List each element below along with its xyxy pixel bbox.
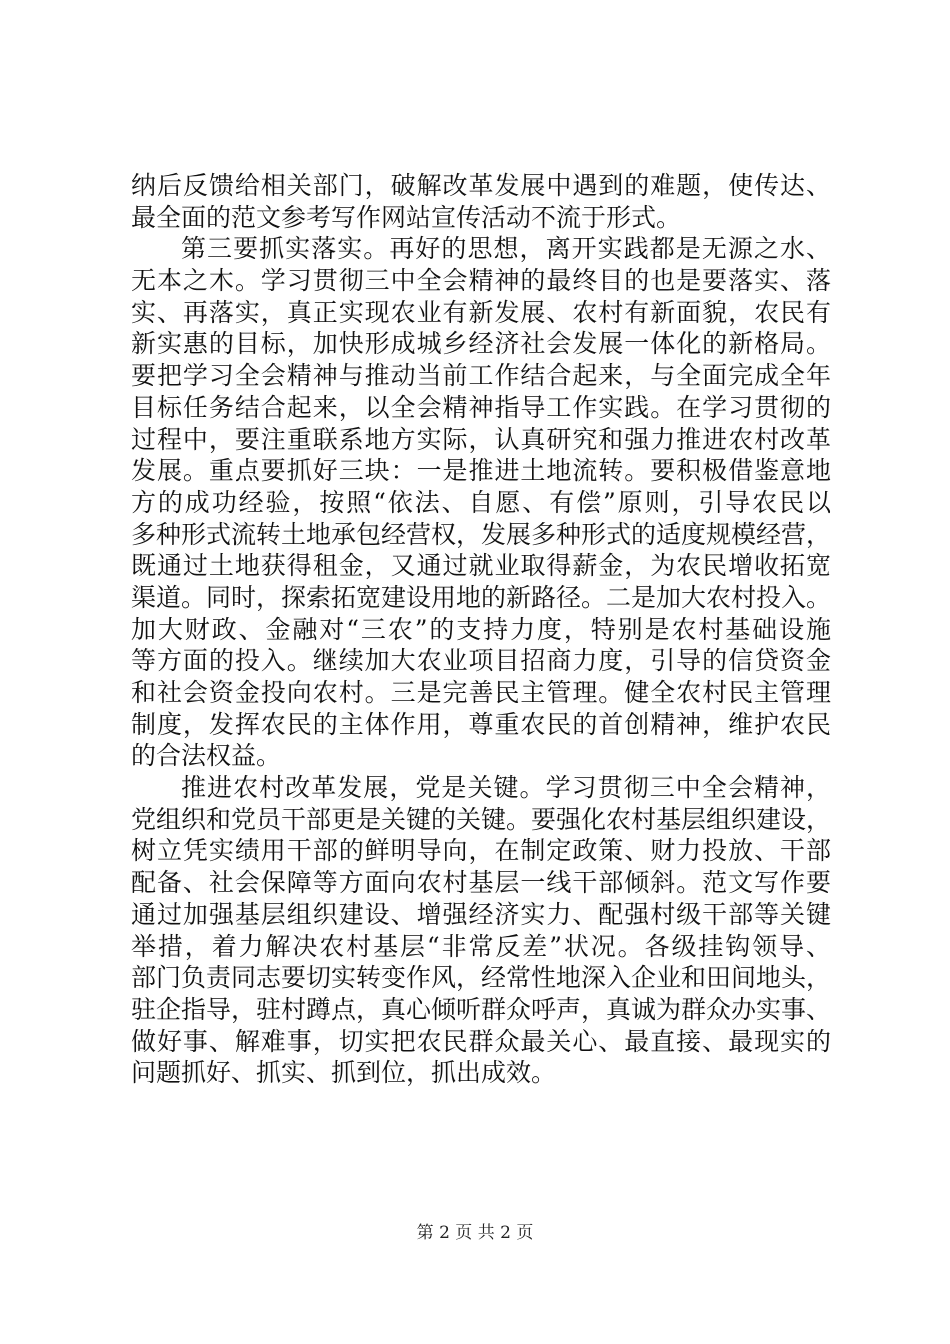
text-line: 最全面的范文参考写作网站宣传活动不流于形式。 — [131, 202, 682, 232]
text-line: 多种形式流转土地承包经营权，发展多种形式的适度规模经营， — [131, 519, 832, 549]
text-line: 过程中，要注重联系地方实际，认真研究和强力推进农村改革 — [131, 424, 831, 454]
text-line: 党组织和党员干部更是关键的关键。要强化农村基层组织建设， — [131, 804, 832, 834]
text-line: 通过加强基层组织建设、增强经济实力、配强村级干部等关键 — [131, 899, 831, 929]
text-line: 第三要抓实落实。再好的思想，离开实践都是无源之水、 — [181, 234, 831, 264]
text-line: 目标任务结合起来，以全会精神指导工作实践。在学习贯彻的 — [131, 392, 831, 422]
text-line: 渠道。同时，探索拓宽建设用地的新路径。二是加大农村投入。 — [131, 582, 832, 612]
page-footer — [0, 1218, 950, 1243]
text-line: 驻企指导，驻村蹲点，真心倾听群众呼声，真诚为群众办实事、 — [131, 994, 832, 1024]
text-line: 加大财政、金融对“三农”的支持力度，特别是农村基础设施 — [131, 614, 831, 644]
text-line: 实、再落实，真正实现农业有新发展、农村有新面貌，农民有 — [131, 297, 831, 327]
text-line: 纳后反馈给相关部门，破解改革发展中遇到的难题，使传达、 — [131, 171, 831, 200]
text-line: 无本之木。学习贯彻三中全会精神的最终目的也是要落实、落 — [131, 266, 831, 296]
document-body — [131, 170, 831, 1089]
page-number-label: 第 2 页 共 2 页 — [416, 1223, 534, 1243]
text-line: 的合法权益。 — [131, 741, 282, 771]
text-line: 制度，发挥农民的主体作用，尊重农民的首创精神，维护农民 — [131, 709, 831, 739]
text-line: 要把学习全会精神与推动当前工作结合起来，与全面完成全年 — [131, 361, 831, 391]
text-line: 树立凭实绩用干部的鲜明导向，在制定政策、财力投放、干部 — [131, 836, 831, 866]
text-line: 等方面的投入。继续加大农业项目招商力度，引导的信贷资金 — [131, 646, 831, 676]
text-line: 做好事、解难事，切实把农民群众最关心、最直接、最现实的 — [131, 1026, 831, 1056]
text-line: 部门负责同志要切实转变作风，经常性地深入企业和田间地头， — [131, 963, 832, 993]
text-line: 配备、社会保障等方面向农村基层一线干部倾斜。范文写作要 — [131, 868, 831, 898]
text-line: 方的成功经验，按照“依法、自愿、有偿”原则，引导农民以 — [131, 487, 831, 517]
text-line: 发展。重点要抓好三块：一是推进土地流转。要积极借鉴意地 — [131, 456, 831, 486]
text-line: 推进农村改革发展，党是关键。学习贯彻三中全会精神， — [181, 773, 831, 803]
text-line: 既通过土地获得租金，又通过就业取得薪金，为农民增收拓宽 — [131, 551, 831, 581]
text-line: 新实惠的目标，加快形成城乡经济社会发展一体化的新格局。 — [131, 329, 831, 359]
text-line: 问题抓好、抓实、抓到位，抓出成效。 — [131, 1058, 557, 1088]
text-line: 和社会资金投向农村。三是完善民主管理。健全农村民主管理 — [131, 678, 831, 707]
text-line: 举措，着力解决农村基层“非常反差”状况。各级挂钩领导、 — [131, 931, 831, 961]
